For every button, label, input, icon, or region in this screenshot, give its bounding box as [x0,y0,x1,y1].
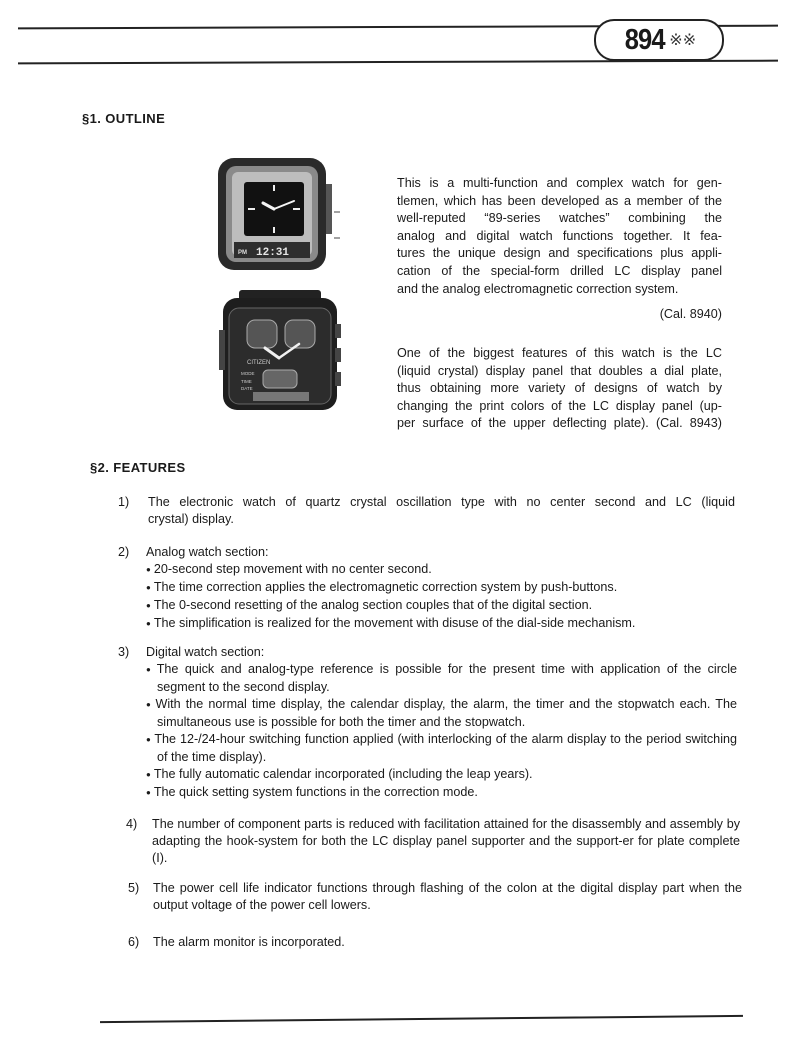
outline-paragraph-1 [397,175,722,298]
feature-3-bullet: ● The quick and analog-type reference is possible for the present time with application of the circle segment to the second display. [146,661,737,696]
feature-1-line: The electronic watch of quartz crystal oscillation type with no center second and LC (liquid [148,495,735,509]
feature-3-bullet: ● With the normal time display, the calendar display, the alarm, the timer and the stopwatch each. The simultaneous use is possible for both the timer and the stopwatch. [146,696,737,731]
feature-number: 4) [126,817,138,831]
watch-photo-cal-8940 [214,154,346,276]
outline-p2-line: thus obtaining more variety of designs of watch by [397,381,722,396]
outline-p2-line: (liquid crystal) display panel that doubles a dial plate, [397,363,722,378]
feature-item-2 [118,544,735,633]
watch2-label-date: DATE [241,386,253,391]
feature-2-title: Analog watch section: [146,545,269,559]
footer-rule [100,1015,743,1023]
watch2-center-lcd [263,370,297,388]
page-code-badge [594,19,724,61]
feature-3-bullet: ● The 12-/24-hour switching function applied (with interlocking of the alarm display to the period switching of the time display). [146,731,737,766]
feature-number: 6) [128,935,140,949]
feature-item-6 [128,934,742,951]
feature-number: 1) [118,495,130,509]
watch2-left-subdial [247,320,277,348]
feature-number: 3) [118,645,130,659]
feature-number: 5) [128,881,140,895]
outline-p1-line: tures the unique design and specifications plus appli- [397,246,722,261]
feature-5-text: The power cell life indicator functions through flashing of the colon at the digital display part when the output voltage of the power cell lowers. [153,881,742,912]
outline-heading: §1. OUTLINE [82,111,166,126]
feature-2-bullet: ● The 0-second resetting of the analog section couples that of the digital section. [146,597,735,615]
outline-p2-line: per surface of the upper deflecting plate). (Cal. 8943) [397,416,722,431]
watch1-crown [326,184,332,234]
feature-2-bullet: ● The simplification is realized for the movement with disuse of the dial-side mechanism. [146,615,735,633]
feature-4-text: The number of component parts is reduced with facilitation attained for the disassembly and assembly by adapting the hook-system for both the LC display panel supporter and the support-er for plate complete (I). [152,817,740,865]
cal-8940-label: (Cal. 8940) [659,307,722,321]
watch1-pm-label: PM [238,250,247,256]
watch2-bottom-lcd [253,392,309,401]
outline-p2-line: One of the biggest features of this watch is the LC [397,346,722,360]
features-heading: §2. FEATURES [90,460,186,475]
page-code: 894 [624,23,665,56]
feature-item-1 [118,494,735,528]
outline-p1-line: tlemen, which has been developed as a member of the [397,193,722,208]
feature-item-4 [126,816,740,867]
feature-3-bullet: ● The quick setting system functions in the correction mode. [146,784,737,802]
feature-3-bullet: ● The fully automatic calendar incorporated (including the leap years). [146,766,737,784]
feature-3-title: Digital watch section: [146,645,265,659]
feature-item-5 [128,880,742,914]
page-code-suffix: ※※ [669,32,697,49]
outline-p1-line: This is a multi-function and complex watch for gen- [397,176,722,190]
watch2-label-time: TIME [241,379,252,384]
watch2-brand: CITIZEN [247,360,271,366]
outline-p2-line: changing the print colors of the LC display panel (up- [397,398,722,413]
outline-p1-line: and the analog electromagnetic correction system. [397,281,679,296]
feature-2-bullet: ● The time correction applies the electromagnetic correction system by push-buttons. [146,579,735,597]
feature-number: 2) [118,545,130,559]
feature-6-text: The alarm monitor is incorporated. [153,935,345,949]
feature-2-bullet: ● 20-second step movement with no center second. [146,561,735,579]
outline-paragraph-2 [397,345,722,433]
feature-1-line: crystal) display. [148,512,234,526]
outline-p1-line: well-reputed “89-series watches” combining the [397,211,722,226]
outline-p1-line: cation of the special-form drilled LC display panel [397,263,722,278]
feature-item-3 [118,644,737,802]
watch2-label-mode: MODE [241,371,255,376]
watch1-digital-display: 12:31 [256,247,290,259]
watch-photo-cal-8943 [217,290,345,412]
outline-p1-line: analog and digital watch functions together. It fea- [397,228,722,243]
